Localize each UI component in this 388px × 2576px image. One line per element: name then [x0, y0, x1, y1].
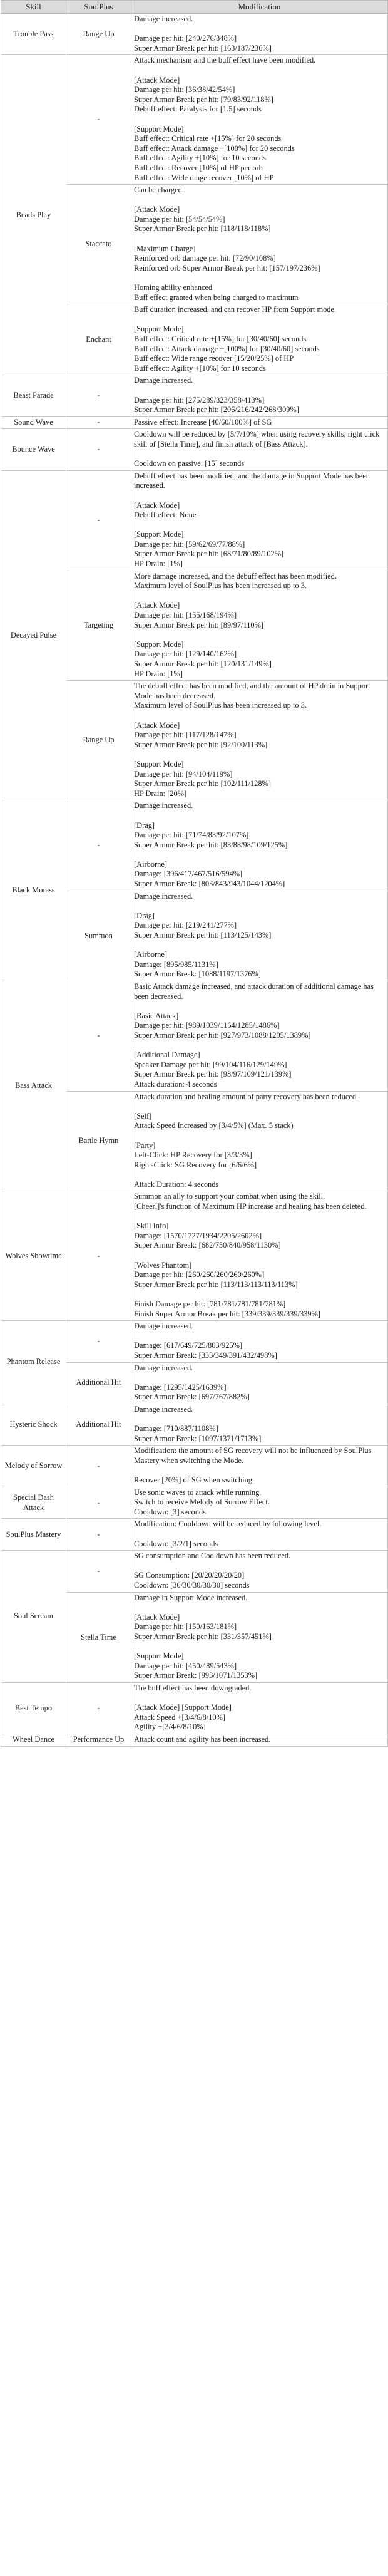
modification-line: Super Armor Break per hit: [120/131/149%]	[134, 660, 272, 668]
modification-cell	[131, 571, 388, 681]
modification-line: Reinforced orb damage per hit: [72/90/108%]	[134, 254, 276, 263]
soulplus-cell: Enchant	[66, 304, 131, 375]
modification-line	[134, 901, 385, 911]
modification-line: Buff effect: Attack damage +[100%] for [30/40/60] seconds	[134, 344, 320, 353]
modification-line: [Maximum Charge]	[134, 244, 196, 253]
header-soulplus: SoulPlus	[66, 1, 131, 14]
modification-line: [Attack Mode]	[134, 75, 180, 85]
modification-line	[134, 1373, 385, 1383]
modification-cell	[131, 470, 388, 571]
modification-line: HP Drain: [1%]	[134, 559, 183, 569]
modification-line: [Support Mode]	[134, 639, 184, 649]
table-row	[1, 1191, 388, 1321]
modification-cell	[131, 55, 388, 185]
modification-line: [Support Mode]	[134, 124, 184, 133]
skill-modification-table	[1, 0, 388, 1747]
modification-line: Damage per hit: [117/128/147%]	[134, 730, 237, 740]
modification-line: Damage per hit: [36/38/42/54%]	[134, 85, 235, 95]
modification-cell	[131, 800, 388, 891]
modification-cell	[131, 681, 388, 800]
modification-line: [Attack Mode] [Support Mode]	[134, 1703, 232, 1712]
table-row	[1, 1321, 388, 1362]
table-row	[1, 1734, 388, 1746]
modification-line: [Airborne]	[134, 859, 167, 869]
modification-line	[134, 1529, 385, 1539]
modification-line: [Attack Mode]	[134, 601, 180, 610]
modification-line: Damage: [1295/1425/1639%]	[134, 1382, 227, 1392]
modification-line: More damage increased, and the debuff effect has been modified.	[134, 571, 337, 581]
table-row	[1, 1519, 388, 1551]
modification-line: [Airborne]	[134, 950, 167, 960]
modification-line	[134, 66, 385, 76]
modification-line: Buff effect: Critical rate +[15%] for [30/40/60] seconds	[134, 334, 307, 343]
skill-name-cell: SoulPlus Mastery	[1, 1519, 66, 1551]
modification-cell	[131, 1734, 388, 1746]
skill-name-cell: Best Tempo	[1, 1682, 66, 1734]
modification-line	[134, 24, 385, 34]
modification-cell	[131, 981, 388, 1092]
modification-line: Right-Click: SG Recovery for [6/6/6%]	[134, 1160, 257, 1169]
modification-line: Super Armor Break per hit: [331/357/451%]	[134, 1632, 272, 1641]
header-skill: Skill	[1, 1, 66, 14]
modification-line: [Support Mode]	[134, 324, 184, 334]
modification-line	[134, 1001, 385, 1011]
skill-name-cell: Wheel Dance	[1, 1734, 66, 1746]
modification-line	[134, 1561, 385, 1571]
modification-cell	[131, 14, 388, 55]
skill-name-cell: Phantom Release	[1, 1321, 66, 1404]
modification-line	[134, 1694, 385, 1704]
modification-line: [Attack Mode]	[134, 1612, 180, 1622]
modification-line: Damage increased.	[134, 1404, 193, 1414]
soulplus-cell: -	[66, 1446, 131, 1487]
skill-name-cell: Melody of Sorrow	[1, 1446, 66, 1487]
table-row	[1, 375, 388, 416]
modification-line: Finish Super Armor Break per hit: [339/339/339/339/339%]	[134, 1309, 321, 1318]
soulplus-cell: Battle Hymn	[66, 1091, 131, 1191]
modification-line: Cooldown: [3/2/1] seconds	[134, 1539, 218, 1548]
modification-cell	[131, 1091, 388, 1191]
modification-line	[134, 520, 385, 530]
modification-line: Damage: [1570/1727/1934/2205/2602%]	[134, 1231, 262, 1240]
modification-line: Damage: [396/417/467/516/594%]	[134, 869, 243, 879]
modification-line: Cooldown: [3] seconds	[134, 1507, 206, 1516]
soulplus-cell: -	[66, 1551, 131, 1592]
header-row	[1, 1, 388, 14]
skill-name-cell: Black Morass	[1, 800, 66, 981]
modification-line: Homing ability enhanced	[134, 283, 213, 292]
modification-line: Reinforced orb Super Armor Break per hit: [157/197/236%]	[134, 263, 320, 272]
modification-line: [Attack Mode]	[134, 500, 180, 510]
modification-cell	[131, 1446, 388, 1487]
soulplus-cell: Stella Time	[66, 1592, 131, 1682]
modification-line: Passive effect: Increase [40/60/100%] of SG	[134, 417, 272, 427]
table-row	[1, 1446, 388, 1487]
modification-line: Use sonic waves to attack while running.	[134, 1487, 262, 1497]
modification-line: Cooldown will be reduced by [5/7/10%] when using recovery skills, right click skill of [Stella Time], and finish attack of [Bass Attack].	[134, 430, 380, 448]
modification-line: Damage: [617/649/725/803/925%]	[134, 1341, 243, 1350]
skill-name-cell: Trouble Pass	[1, 14, 66, 55]
modification-line: Super Armor Break per hit: [206/216/242/268/309%]	[134, 405, 299, 415]
soulplus-cell: -	[66, 1519, 131, 1551]
modification-line: [Additional Damage]	[134, 1050, 200, 1060]
modification-line: [Attack Mode]	[134, 205, 180, 214]
soulplus-cell: Staccato	[66, 185, 131, 304]
modification-line: Modification: Cooldown will be reduced by following level.	[134, 1519, 322, 1529]
modification-cell	[131, 429, 388, 470]
modification-line	[134, 386, 385, 396]
modification-line: Damage per hit: [240/276/348%]	[134, 34, 237, 43]
modification-line: Damage per hit: [219/241/277%]	[134, 921, 237, 930]
modification-line: Damage per hit: [450/489/543%]	[134, 1661, 237, 1670]
skill-name-cell: Decayed Pulse	[1, 470, 66, 800]
soulplus-cell: -	[66, 1321, 131, 1362]
skill-name-cell: Hysteric Shock	[1, 1404, 66, 1445]
soulplus-cell: -	[66, 1682, 131, 1734]
skill-name-cell: Sound Wave	[1, 416, 66, 429]
table-row	[1, 416, 388, 429]
modification-line: Super Armor Break: [333/349/391/432/498%]	[134, 1350, 277, 1360]
modification-line: [Cheerl]'s function of Maximum HP increase and healing has been deleted.	[134, 1202, 367, 1211]
table-body	[1, 14, 388, 1747]
modification-line	[134, 941, 385, 951]
modification-cell	[131, 1682, 388, 1734]
modification-line: Debuff effect: Paralysis for [1.5] seconds	[134, 105, 262, 114]
soulplus-cell: -	[66, 981, 131, 1092]
modification-line	[134, 450, 385, 460]
modification-line	[134, 1466, 385, 1476]
modification-line: Maximum level of SoulPlus has been increased up to 3.	[134, 701, 307, 710]
modification-line: Cooldown on passive: [15] seconds	[134, 459, 245, 468]
modification-cell	[131, 304, 388, 375]
modification-line: [Skill Info]	[134, 1221, 169, 1231]
modification-line: [Support Mode]	[134, 1652, 184, 1661]
modification-line: Summon an ally to support your combat when using the skill.	[134, 1192, 325, 1201]
modification-line: Damage per hit: [94/104/119%]	[134, 769, 233, 778]
modification-line: Damage per hit: [129/140/162%]	[134, 649, 237, 659]
modification-line	[134, 234, 385, 244]
modification-line: Debuff effect has been modified, and the damage in Support Mode has been increased.	[134, 471, 370, 490]
table-row	[1, 800, 388, 891]
modification-line	[134, 1170, 385, 1180]
soulplus-cell: -	[66, 1191, 131, 1321]
modification-line: Damage increased.	[134, 376, 193, 385]
modification-line: The buff effect has been downgraded.	[134, 1683, 252, 1692]
soulplus-cell: -	[66, 416, 131, 429]
modification-line: Super Armor Break per hit: [79/83/92/118%]	[134, 95, 273, 104]
modification-line: Damage increased.	[134, 1322, 193, 1331]
modification-line: Super Armor Break: [697/767/882%]	[134, 1392, 250, 1402]
skill-name-cell: Bounce Wave	[1, 429, 66, 470]
modification-cell	[131, 891, 388, 981]
table-row	[1, 470, 388, 571]
modification-line: Debuff effect: None	[134, 510, 197, 520]
soulplus-cell: Performance Up	[66, 1734, 131, 1746]
modification-cell	[131, 1551, 388, 1592]
modification-line	[134, 1603, 385, 1613]
soulplus-cell: -	[66, 470, 131, 571]
table-row	[1, 14, 388, 55]
table-row	[1, 1404, 388, 1445]
modification-line: SG consumption and Cooldown has been reduced.	[134, 1551, 291, 1561]
modification-line	[134, 1251, 385, 1261]
modification-line: Damage per hit: [275/289/323/358/413%]	[134, 395, 265, 405]
modification-cell	[131, 1191, 388, 1321]
modification-line: Switch to receive Melody of Sorrow Effect.	[134, 1497, 270, 1507]
modification-line: Damage in Support Mode increased.	[134, 1593, 248, 1602]
modification-line: Damage per hit: [59/62/69/77/88%]	[134, 539, 245, 549]
modification-cell	[131, 1592, 388, 1682]
modification-line: Super Armor Break: [1088/1197/1376%]	[134, 970, 261, 979]
soulplus-cell: Range Up	[66, 14, 131, 55]
modification-line: [Basic Attack]	[134, 1011, 179, 1020]
modification-line: Super Armor Break per hit: [113/113/113/113/113%]	[134, 1280, 298, 1289]
soulplus-cell: Additional Hit	[66, 1404, 131, 1445]
modification-line: Damage: [710/887/1108%]	[134, 1424, 218, 1434]
modification-line: Speaker Damage per hit: [99/104/116/129/149%]	[134, 1060, 287, 1069]
modification-line: Super Armor Break per hit: [83/88/98/109/125%]	[134, 840, 288, 849]
modification-line: Damage per hit: [989/1039/1164/1285/1486%]	[134, 1021, 280, 1030]
modification-line	[134, 1332, 385, 1342]
modification-line: Buff effect: Critical rate +[15%] for 20 seconds	[134, 134, 282, 143]
modification-line	[134, 591, 385, 601]
modification-line	[134, 491, 385, 501]
table-row	[1, 1551, 388, 1592]
modification-line: Super Armor Break per hit: [102/111/128%]	[134, 779, 271, 789]
modification-line	[134, 1041, 385, 1051]
soulplus-cell: -	[66, 375, 131, 416]
modification-cell	[131, 416, 388, 429]
modification-line: Buff duration increased, and can recover HP from Support mode.	[134, 305, 337, 314]
soulplus-cell: -	[66, 800, 131, 891]
table-row	[1, 429, 388, 470]
header-modification: Modification	[131, 1, 388, 14]
modification-line: [Drag]	[134, 820, 155, 830]
table-row	[1, 1487, 388, 1519]
modification-line: Agility +[3/4/6/8/10%]	[134, 1722, 206, 1732]
modification-line: Damage per hit: [155/168/194%]	[134, 611, 237, 620]
soulplus-cell: Range Up	[66, 681, 131, 800]
modification-line: Damage increased.	[134, 1363, 193, 1372]
modification-line: Super Armor Break per hit: [927/973/1088/1205/1389%]	[134, 1030, 311, 1040]
table-row	[1, 1682, 388, 1734]
skill-name-cell: Special Dash Attack	[1, 1487, 66, 1519]
modification-line: Super Armor Break per hit: [68/71/80/89/102%]	[134, 549, 284, 559]
modification-line: Damage: [895/985/1131%]	[134, 960, 218, 969]
soulplus-cell: Summon	[66, 891, 131, 981]
modification-line: Super Armor Break: [803/843/943/1044/1204%]	[134, 879, 285, 889]
modification-line: Can be charged.	[134, 185, 184, 195]
modification-cell	[131, 1487, 388, 1519]
modification-line: [Drag]	[134, 911, 155, 920]
modification-line: Attack duration: 4 seconds	[134, 1079, 217, 1089]
modification-line	[134, 315, 385, 325]
modification-line	[134, 1642, 385, 1652]
modification-line: Buff effect: Wide range recover [15/20/25%] of HP	[134, 354, 294, 363]
modification-line: Damage increased.	[134, 14, 193, 23]
skill-name-cell: Beast Parade	[1, 375, 66, 416]
modification-line: Damage per hit: [54/54/54%]	[134, 214, 225, 224]
modification-line: Super Armor Break per hit: [89/97/110%]	[134, 620, 264, 629]
modification-line: Damage increased.	[134, 891, 193, 901]
modification-line: [Self]	[134, 1111, 152, 1120]
soulplus-cell: Additional Hit	[66, 1362, 131, 1404]
modification-line: [Support Mode]	[134, 759, 184, 768]
modification-line: Super Armor Break per hit: [163/187/236%]	[134, 43, 272, 53]
table-row	[1, 55, 388, 185]
soulplus-cell: -	[66, 1487, 131, 1519]
modification-line: [Attack Mode]	[134, 720, 180, 730]
skill-name-cell: Bass Attack	[1, 981, 66, 1191]
modification-line: Attack mechanism and the buff effect have been modified.	[134, 56, 316, 65]
modification-line: Modification: the amount of SG recovery will not be influenced by SoulPlus Mastery when switching the Mode.	[134, 1446, 372, 1465]
modification-line: Maximum level of SoulPlus has been increased up to 3.	[134, 581, 307, 591]
modification-line	[134, 273, 385, 283]
modification-line	[134, 750, 385, 760]
modification-line: Super Armor Break per hit: [118/118/118%]	[134, 224, 271, 234]
soulplus-cell: -	[66, 429, 131, 470]
soulplus-cell: -	[66, 55, 131, 185]
modification-cell	[131, 375, 388, 416]
modification-line: Buff effect granted when being charged to maximum	[134, 292, 299, 302]
table-row	[1, 981, 388, 1092]
modification-line	[134, 195, 385, 205]
modification-line: [Support Mode]	[134, 530, 184, 539]
modification-line: Attack count and agility has been increased.	[134, 1734, 271, 1744]
modification-line: Damage per hit: [260/260/260/260/260%]	[134, 1270, 265, 1280]
modification-line: Attack duration and healing amount of party recovery has been reduced.	[134, 1092, 359, 1101]
skill-name-cell: Wolves Showtime	[1, 1191, 66, 1321]
modification-line: Buff effect: Agility +[10%] for 10 seconds	[134, 363, 266, 373]
modification-line: Cooldown: [30/30/30/30/30] seconds	[134, 1581, 250, 1590]
modification-line: Recover [20%] of SG when switching.	[134, 1476, 255, 1485]
modification-line: Basic Attack damage increased, and attack duration of additional damage has been decreased.	[134, 982, 374, 1001]
modification-line: Buff effect: Recover [10%] of HP per orb	[134, 163, 263, 172]
modification-line: Finish Damage per hit: [781/781/781/781/781%]	[134, 1300, 286, 1308]
modification-line	[134, 1102, 385, 1112]
soulplus-cell: Targeting	[66, 571, 131, 681]
modification-line: Left-Click: HP Recovery for [3/3/3%]	[134, 1151, 252, 1160]
modification-line: Super Armor Break: [1097/1371/1713%]	[134, 1434, 262, 1443]
modification-line	[134, 1212, 385, 1222]
modification-line	[134, 1131, 385, 1141]
skill-name-cell: Beads Play	[1, 55, 66, 375]
modification-cell	[131, 1404, 388, 1445]
modification-line: Damage increased.	[134, 801, 193, 810]
modification-cell	[131, 185, 388, 304]
modification-line: [Wolves Phantom]	[134, 1260, 192, 1270]
modification-cell	[131, 1519, 388, 1551]
modification-line: Attack Speed +[3/4/6/8/10%]	[134, 1712, 226, 1722]
modification-line: Buff effect: Wide range recover [10%] of HP	[134, 173, 274, 182]
modification-line: Attack Speed Increased by [3/4/5%] (Max. 5 stack)	[134, 1121, 294, 1130]
modification-line: Super Armor Break per hit: [92/100/113%]	[134, 740, 268, 749]
modification-line: The debuff effect has been modified, and the amount of HP drain in Support Mode has been decreased.	[134, 681, 370, 700]
modification-line: Buff effect: Agility +[10%] for 10 seconds	[134, 153, 266, 163]
modification-line	[134, 811, 385, 821]
modification-line	[134, 630, 385, 640]
modification-line: Buff effect: Attack damage +[100%] for 20 seconds	[134, 143, 295, 153]
modification-line	[134, 115, 385, 125]
modification-line	[134, 1290, 385, 1300]
modification-line	[134, 1415, 385, 1425]
skill-name-cell: Soul Scream	[1, 1551, 66, 1683]
modification-line: Damage per hit: [150/163/181%]	[134, 1622, 237, 1632]
modification-cell	[131, 1321, 388, 1362]
modification-line: Super Armor Break: [682/750/840/958/1130%]	[134, 1241, 281, 1250]
modification-line: HP Drain: [1%]	[134, 669, 183, 678]
modification-line	[134, 711, 385, 721]
modification-line: HP Drain: [20%]	[134, 789, 187, 798]
modification-line: Attack Duration: 4 seconds	[134, 1179, 219, 1189]
modification-line: Super Armor Break: [993/1071/1353%]	[134, 1671, 258, 1680]
modification-line: SG Consumption: [20/20/20/20/20]	[134, 1571, 245, 1580]
modification-line: [Party]	[134, 1141, 156, 1150]
modification-line: Super Armor Break per hit: [113/125/143%]	[134, 931, 272, 940]
modification-cell	[131, 1362, 388, 1404]
modification-line: Damage per hit: [71/74/83/92/107%]	[134, 830, 249, 840]
modification-line: Super Armor Break per hit: [93/97/109/121/139%]	[134, 1070, 292, 1079]
modification-line	[134, 850, 385, 860]
